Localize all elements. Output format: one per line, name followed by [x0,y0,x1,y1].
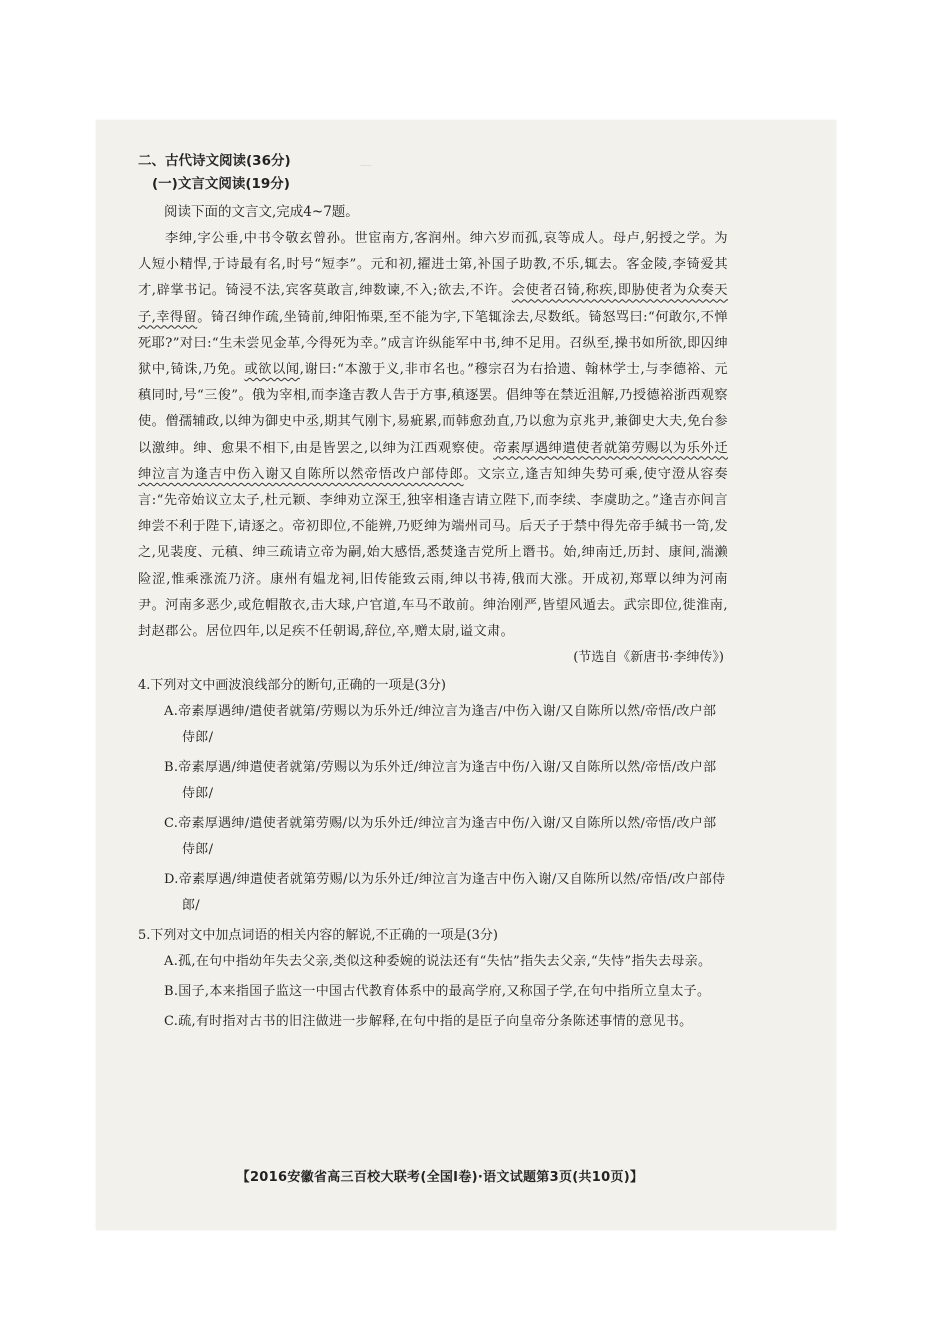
question-4-option-c: C.帝素厚遇绅/遣使者就第劳赐/以为乐外迁/绅泣言为逢吉中伤/入谢/又自陈所以然/帝悟/改户部侍郎/ [164,816,717,858]
question-5-option-b: B.国子,本来指国子监这一中国古代教育体系中的最高学府,又称国子学,在句中指所立皇太子。 [164,984,711,1000]
wavy-underlined-text: 或欲以闻 [244,362,300,378]
wavy-underlined-text: 帝素厚遇绅遣使者就第劳赐以为乐外迁绅泣言为逢吉中伤入谢又自陈所以然帝悟改户部侍郎 [138,440,728,482]
section-title: 二、古代诗文阅读(36分) [138,153,291,169]
passage-text: 。文宗立,逢吉知绅失势可乘,使守澄从容奏言:“先帝始议立太子,杜元颖、李绅劝立深王,独宰相逢吉请立陛下,而李续、李虞助之。”逢吉亦间言绅尝不利于陛下,请逐之。帝初即位,不能辨,乃贬绅为端州司马。后天子于禁中得先帝手缄书一笥,发之,见裴度、元稹、绅三疏请立帝为嗣,始大感悟,悉焚逢吉党所上谮书。始,绅南迁,历封、康间,湍濑险涩,惟乘涨流乃济。康州有媪龙祠,旧传能致云雨,绅以书祷,俄而大涨。开成初,郑覃以绅为河南尹。河南多恶少,或危帽散衣,击大球,户官道,车马不敢前。绅治刚严,皆望风遁去。武宗即位,徙淮南,封赵郡公。居位四年,以足疾不任朝谒,辞位,卒,赠太尉,谥文肃。 [138,466,728,640]
passage-text: 。锜召绅作疏,坐锜前,绅阳怖栗,至不能为字,下笔辄涂去,尽数纸。锜怒骂曰:“何敢尔,不惮死耶?”对曰:“生未尝见金革,今得死为幸。”成言许纵能军中书,绅不足用。召纵至,操书如所欲,即囚绅狱中,锜诛,乃免。 [138,309,728,378]
question-4-option-a: A.帝素厚遇绅/遣使者就第/劳赐以为乐外迁/绅泣言为逢吉/中伤入谢/又自陈所以然/帝悟/改户部侍郎/ [164,704,717,746]
page-content [138,150,728,1039]
question-4-stem: 4.下列对文中画波浪线部分的断句,正确的一项是(3分) [138,678,446,694]
passage-text: 李绅,字公垂,中书令敬玄曾孙。世宦南方,客润州。绅六岁而孤,哀等成人。母卢,躬授之学。为人短小精悍,于诗最有名,时号“短李”。元和初,擢进士第,补国子助教,不乐,辄去。客金陵,李锜爱其才,辟掌书记。锜浸不法,宾客莫敢言,绅数谏,不入;欲去,不许。 [138,231,728,299]
instruction: 阅读下面的文言文,完成4~7题。 [164,204,359,220]
question-5-option-c: C.疏,有时指对古书的旧注做进一步解释,在句中指的是臣子向皇帝分条陈述事情的意见书。 [164,1014,693,1030]
classical-passage [138,226,728,645]
subsection-title: (一)文言文阅读(19分) [152,176,290,192]
question-5-stem: 5.下列对文中加点词语的相关内容的解说,不正确的一项是(3分) [138,928,498,944]
question-4-option-d: D.帝素厚遇/绅遣使者就第劳赐/以为乐外迁/绅泣言为逢吉中伤入谢/又自陈所以然/帝悟/改户部侍郎/ [164,872,726,914]
wavy-underlined-text: 会使者召锜,称疾,即胁使者为众奏天子,幸得留 [138,283,728,325]
page-footer: 【2016安徽省高三百校大联考(全国Ⅰ卷)·语文试题第3页(共10页)】 [236,1170,644,1185]
question-4-option-b: B.帝素厚遇/绅遣使者就第/劳赐以为乐外迁/绅泣言为逢吉中伤/入谢/又自陈所以然/帝悟/改户部侍郎/ [164,760,717,802]
question-5-option-a: A.孤,在句中指幼年失去父亲,类似这种委婉的说法还有“失怙”指失去父亲,“失恃”指失去母亲。 [164,954,712,970]
passage-text: ,谢曰:“本激于义,非市名也。”穆宗召为右拾遗、翰林学士,与李德裕、元稹同时,号“三俊”。俄为宰相,而李逢吉教人告于方事,稹逐罢。倡绅等在禁近沮解,乃授德裕浙西观察使。僧孺辅政,以绅为御史中丞,期其气刚卞,易疵累,而韩愈劲直,乃以愈为京兆尹,兼御史大夫,免台参以激绅。绅、愈果不相下,由是皆罢之,以绅为江西观察使。 [138,362,728,456]
passage-source: (节选自《新唐书·李绅传》) [573,650,724,666]
